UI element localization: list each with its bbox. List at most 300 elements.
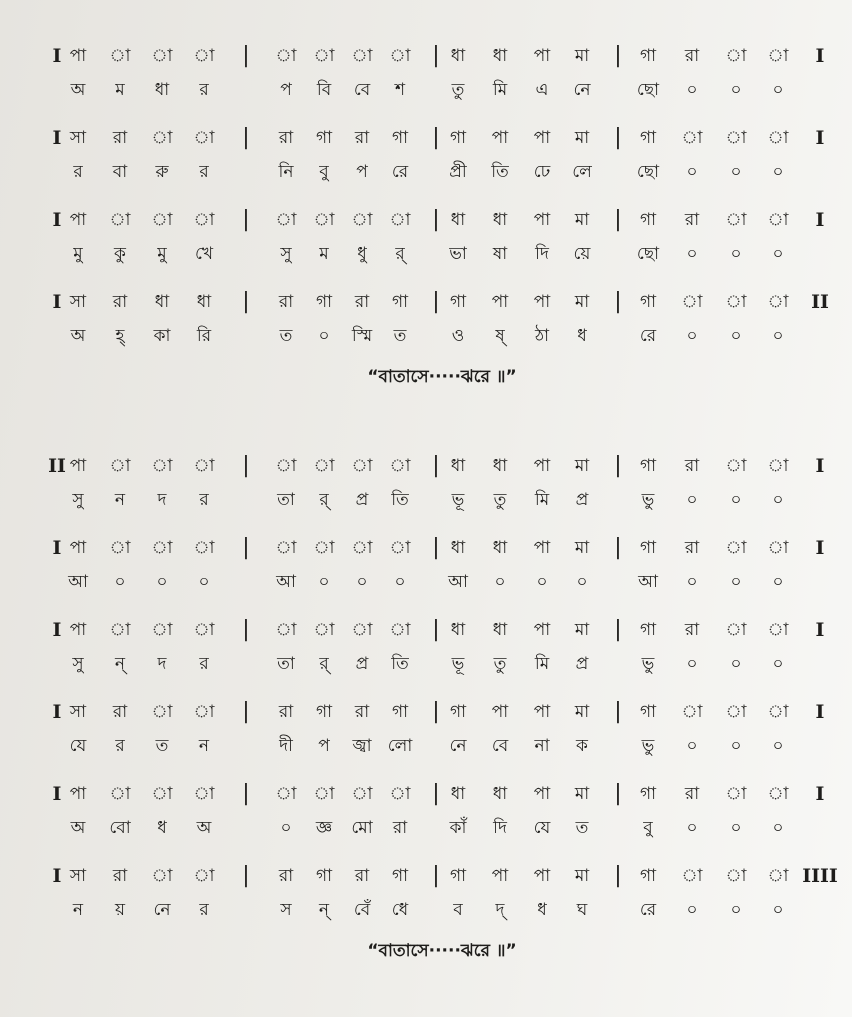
lyric-syllable: ভু: [641, 490, 655, 510]
lyric-syllable: অ: [196, 818, 212, 838]
swara-note: া: [109, 46, 131, 66]
lyric-syllable: ০: [394, 572, 406, 592]
lyric-syllable: ঢে: [533, 162, 551, 182]
bar-line-left: I: [52, 865, 62, 887]
swara-note: মা: [574, 620, 590, 640]
lyric-syllable: তু: [493, 654, 507, 674]
swara-note: পা: [533, 210, 551, 230]
swara-note: মা: [574, 784, 590, 804]
lyric-syllable: ছো: [636, 80, 660, 100]
swara-note: া: [725, 784, 747, 804]
swara-note: া: [275, 620, 297, 640]
swara-note: পা: [491, 128, 509, 148]
swara-note: া: [389, 784, 411, 804]
swara-note: পা: [491, 866, 509, 886]
lyric-syllable: রে: [639, 900, 657, 920]
lyric-syllable: রে: [391, 162, 409, 182]
swara-note: া: [193, 784, 215, 804]
beat-separator: |: [432, 863, 440, 888]
swara-note: া: [725, 46, 747, 66]
swara-note: গা: [391, 702, 409, 722]
swara-note: গা: [639, 456, 657, 476]
lyric-syllable: আ: [68, 572, 88, 592]
lyric-syllable: প: [356, 162, 368, 182]
swara-note: পা: [69, 620, 87, 640]
lyric-syllable: বো: [109, 818, 131, 838]
lyric-syllable: তি: [391, 654, 409, 674]
notation-block: [0, 200, 852, 282]
bar-line-left: I: [52, 209, 62, 231]
swara-line: [0, 856, 852, 898]
swara-note: া: [151, 866, 173, 886]
lyric-syllable: দি: [493, 818, 507, 838]
swara-note: া: [109, 784, 131, 804]
lyric-syllable: যে: [533, 818, 551, 838]
swara-note: পা: [533, 46, 551, 66]
beat-separator: |: [242, 699, 250, 724]
swara-note: পা: [533, 292, 551, 312]
swara-note: ধা: [450, 210, 466, 230]
swara-note: া: [389, 620, 411, 640]
swara-note: া: [681, 866, 703, 886]
swara-note: া: [109, 538, 131, 558]
lyric-syllable: ন্: [318, 900, 330, 920]
lyric-syllable: ঠা: [534, 326, 549, 346]
lyric-line: [0, 78, 852, 120]
beat-separator: |: [242, 125, 250, 150]
lyric-syllable: র্: [319, 654, 329, 674]
swara-note: রা: [278, 866, 294, 886]
swara-note: া: [351, 620, 373, 640]
lyric-syllable: কা: [153, 326, 171, 346]
bar-line-right: I: [815, 45, 825, 67]
lyric-syllable: যে: [69, 736, 87, 756]
swara-line: [0, 282, 852, 324]
notation-block: [0, 774, 852, 856]
swara-note: া: [151, 702, 173, 722]
swara-note: া: [313, 456, 335, 476]
swara-note: া: [351, 46, 373, 66]
swara-note: া: [275, 456, 297, 476]
beat-separator: |: [242, 781, 250, 806]
lyric-syllable: ত: [393, 326, 407, 346]
bar-line-right: I: [815, 701, 825, 723]
lyric-syllable: লে: [572, 162, 592, 182]
bar-line-right: I: [815, 537, 825, 559]
lyric-syllable: য়ে: [573, 244, 591, 264]
swara-note: সা: [69, 702, 87, 722]
lyric-syllable: মু: [73, 244, 83, 264]
lyric-syllable: ত: [575, 818, 589, 838]
lyric-syllable: ত: [155, 736, 169, 756]
lyric-syllable: প্র: [355, 490, 369, 510]
swara-note: া: [681, 702, 703, 722]
lyric-syllable: সু: [72, 490, 84, 510]
lyric-syllable: ০: [772, 490, 784, 510]
beat-separator: |: [614, 535, 622, 560]
lyric-syllable: র: [199, 162, 209, 182]
lyric-syllable: র: [199, 654, 209, 674]
swara-note: পা: [69, 784, 87, 804]
swara-note: মা: [574, 210, 590, 230]
swara-note: রা: [354, 702, 370, 722]
lyric-syllable: ধে: [391, 900, 409, 920]
lyric-syllable: ০: [772, 818, 784, 838]
lyric-syllable: মো: [351, 818, 373, 838]
lyric-syllable: ০: [356, 572, 368, 592]
lyric-syllable: সু: [280, 244, 292, 264]
lyric-syllable: র: [199, 490, 209, 510]
swara-note: া: [193, 538, 215, 558]
swara-note: ধা: [450, 784, 466, 804]
lyric-syllable: ব: [453, 900, 463, 920]
lyric-syllable: ০: [730, 162, 742, 182]
bar-line-right: I: [815, 127, 825, 149]
lyric-syllable: প: [318, 736, 330, 756]
swara-note: রা: [278, 702, 294, 722]
lyric-syllable: রে: [639, 326, 657, 346]
lyric-syllable: র: [199, 900, 209, 920]
lyric-syllable: ০: [730, 736, 742, 756]
swara-note: গা: [391, 292, 409, 312]
lyric-syllable: ০: [686, 490, 698, 510]
lyric-syllable: ০: [494, 572, 506, 592]
lyric-syllable: প্রী: [449, 162, 467, 182]
swara-line: [0, 692, 852, 734]
lyric-syllable: জ্বা: [352, 736, 372, 756]
lyric-syllable: বেঁ: [353, 900, 371, 920]
lyric-syllable: নে: [449, 736, 467, 756]
lyric-syllable: আ: [638, 572, 658, 592]
lyric-syllable: ভু: [641, 736, 655, 756]
lyric-syllable: শ: [394, 80, 406, 100]
lyric-syllable: ষ্: [495, 326, 505, 346]
lyric-syllable: তা: [277, 490, 295, 510]
lyric-syllable: ধু: [357, 244, 367, 264]
lyric-syllable: আ: [448, 572, 468, 592]
bar-line-left: I: [52, 783, 62, 805]
lyric-syllable: স: [280, 900, 292, 920]
lyric-syllable: ০: [772, 244, 784, 264]
swara-note: মা: [574, 702, 590, 722]
swara-note: া: [767, 620, 789, 640]
lyric-syllable: বু: [319, 162, 329, 182]
beat-separator: |: [614, 781, 622, 806]
lyric-syllable: ০: [318, 572, 330, 592]
lyric-syllable: ০: [772, 900, 784, 920]
lyric-syllable: বে: [353, 80, 371, 100]
swara-note: া: [313, 620, 335, 640]
swara-note: া: [193, 46, 215, 66]
lyric-syllable: ধা: [154, 80, 170, 100]
refrain-line-2: “বাতাসে·····ঝরে ॥”: [367, 941, 517, 961]
lyric-syllable: লো: [387, 736, 413, 756]
beat-separator: |: [242, 617, 250, 642]
swara-note: ধা: [492, 538, 508, 558]
lyric-syllable: নি: [278, 162, 294, 182]
swara-note: সা: [69, 292, 87, 312]
lyric-syllable: ০: [686, 80, 698, 100]
swara-note: া: [275, 46, 297, 66]
swara-note: া: [109, 210, 131, 230]
lyric-syllable: ০: [686, 244, 698, 264]
lyric-syllable: নে: [153, 900, 171, 920]
lyric-syllable: ০: [730, 900, 742, 920]
lyric-syllable: খে: [194, 244, 214, 264]
lyric-syllable: ক: [576, 736, 588, 756]
lyric-syllable: ম: [115, 80, 125, 100]
swara-note: রা: [684, 46, 700, 66]
refrain-line-1: “বাতাসে·····ঝরে ॥”: [367, 367, 517, 387]
swara-note: রা: [278, 292, 294, 312]
swara-line: [0, 200, 852, 242]
lyric-syllable: এ: [535, 80, 549, 100]
swara-note: গা: [639, 292, 657, 312]
swara-note: া: [275, 210, 297, 230]
lyric-syllable: প্র: [355, 654, 369, 674]
swara-note: রা: [112, 866, 128, 886]
swara-note: গা: [639, 128, 657, 148]
lyric-line: [0, 898, 852, 940]
notation-block: [0, 528, 852, 610]
swara-note: রা: [684, 538, 700, 558]
lyric-syllable: কাঁ: [449, 818, 467, 838]
lyric-syllable: তি: [491, 162, 509, 182]
swara-note: গা: [639, 46, 657, 66]
swara-note: া: [767, 292, 789, 312]
bar-line-left: I: [52, 537, 62, 559]
swara-note: া: [151, 620, 173, 640]
lyric-syllable: তু: [451, 80, 465, 100]
lyric-syllable: নে: [573, 80, 591, 100]
swara-note: রা: [684, 456, 700, 476]
lyric-syllable: ০: [772, 654, 784, 674]
swara-note: ধা: [492, 456, 508, 476]
lyric-syllable: ০: [730, 490, 742, 510]
lyric-syllable: দ: [157, 654, 167, 674]
notation-block: [0, 446, 852, 528]
beat-separator: |: [432, 289, 440, 314]
swara-line: [0, 118, 852, 160]
lyric-syllable: র: [73, 162, 83, 182]
lyric-line: [0, 816, 852, 858]
swara-note: সা: [69, 128, 87, 148]
lyric-syllable: বে: [491, 736, 509, 756]
bar-line-left: I: [52, 701, 62, 723]
swara-note: পা: [69, 456, 87, 476]
lyric-syllable: ভু: [641, 654, 655, 674]
lyric-syllable: ধ: [537, 900, 547, 920]
lyric-syllable: ০: [686, 654, 698, 674]
swara-note: ধা: [492, 210, 508, 230]
lyric-syllable: ০: [318, 326, 330, 346]
beat-separator: |: [432, 125, 440, 150]
lyric-syllable: ০: [772, 326, 784, 346]
swara-note: ধা: [492, 46, 508, 66]
swara-note: া: [389, 46, 411, 66]
lyric-syllable: র্: [319, 490, 329, 510]
bar-line-right: IIII: [802, 865, 838, 887]
lyric-syllable: ০: [686, 572, 698, 592]
lyric-syllable: ও: [451, 326, 465, 346]
lyric-line: [0, 652, 852, 694]
swara-note: রা: [684, 210, 700, 230]
swara-note: া: [275, 538, 297, 558]
lyric-syllable: প্র: [575, 490, 589, 510]
swara-note: া: [767, 784, 789, 804]
swara-note: া: [767, 538, 789, 558]
lyric-syllable: হ্: [115, 326, 125, 346]
lyric-syllable: ০: [536, 572, 548, 592]
beat-separator: |: [242, 43, 250, 68]
swara-note: গা: [639, 538, 657, 558]
swara-note: পা: [491, 292, 509, 312]
lyric-syllable: অ: [70, 326, 86, 346]
lyric-syllable: রি: [196, 326, 212, 346]
swara-note: ধা: [450, 46, 466, 66]
swara-note: া: [725, 702, 747, 722]
bar-line-left: I: [52, 127, 62, 149]
swara-note: া: [151, 538, 173, 558]
lyric-syllable: ০: [280, 818, 292, 838]
swara-note: ধা: [196, 292, 212, 312]
notation-block: [0, 856, 852, 938]
lyric-syllable: র্: [395, 244, 405, 264]
lyric-syllable: ০: [156, 572, 168, 592]
swara-note: রা: [684, 620, 700, 640]
lyric-syllable: ঘ: [576, 900, 588, 920]
swara-note: া: [351, 784, 373, 804]
lyric-line: [0, 242, 852, 284]
bar-line-right: I: [815, 783, 825, 805]
lyric-line: [0, 570, 852, 612]
swara-note: া: [725, 292, 747, 312]
swara-note: া: [313, 210, 335, 230]
swara-note: গা: [449, 128, 467, 148]
lyric-syllable: জ্ঞ: [315, 818, 333, 838]
lyric-syllable: স্মি: [351, 326, 373, 346]
swara-note: া: [351, 456, 373, 476]
swara-note: পা: [533, 866, 551, 886]
swara-note: া: [389, 538, 411, 558]
bar-line-left: I: [52, 291, 62, 313]
beat-separator: |: [614, 863, 622, 888]
swara-note: া: [725, 128, 747, 148]
swara-line: [0, 610, 852, 652]
swara-note: রা: [112, 292, 128, 312]
lyric-syllable: না: [534, 736, 550, 756]
lyric-syllable: ০: [772, 572, 784, 592]
swara-note: গা: [639, 620, 657, 640]
lyric-syllable: ০: [730, 818, 742, 838]
beat-separator: |: [432, 453, 440, 478]
beat-separator: |: [614, 207, 622, 232]
swara-note: ধা: [450, 456, 466, 476]
swara-note: গা: [449, 292, 467, 312]
swara-note: গা: [315, 702, 333, 722]
swara-note: পা: [533, 702, 551, 722]
lyric-syllable: ০: [772, 162, 784, 182]
lyric-syllable: অ: [70, 818, 86, 838]
swara-note: পা: [533, 538, 551, 558]
lyric-syllable: দি: [535, 244, 549, 264]
swara-note: মা: [574, 456, 590, 476]
lyric-syllable: দী: [279, 736, 293, 756]
lyric-syllable: ০: [730, 244, 742, 264]
swara-note: া: [351, 538, 373, 558]
lyric-syllable: ০: [730, 572, 742, 592]
swara-note: মা: [574, 538, 590, 558]
lyric-syllable: দ্: [495, 900, 505, 920]
lyric-syllable: ০: [686, 162, 698, 182]
bar-line-right: I: [815, 619, 825, 641]
bar-line-left: II: [48, 455, 66, 477]
swara-note: গা: [315, 128, 333, 148]
swara-note: া: [275, 784, 297, 804]
beat-separator: |: [242, 289, 250, 314]
beat-separator: |: [614, 453, 622, 478]
swara-note: া: [193, 866, 215, 886]
lyric-syllable: সু: [72, 654, 84, 674]
notation-block: [0, 692, 852, 774]
bar-line-left: I: [52, 619, 62, 641]
lyric-syllable: তি: [391, 490, 409, 510]
swara-note: ধা: [154, 292, 170, 312]
lyric-syllable: ন: [198, 736, 210, 756]
swara-note: া: [351, 210, 373, 230]
lyric-syllable: ত: [279, 326, 293, 346]
swara-note: া: [151, 46, 173, 66]
swara-note: া: [725, 538, 747, 558]
swara-note: া: [725, 456, 747, 476]
swara-note: গা: [391, 128, 409, 148]
beat-separator: |: [432, 207, 440, 232]
beat-separator: |: [614, 43, 622, 68]
swara-note: পা: [69, 46, 87, 66]
swara-note: া: [313, 784, 335, 804]
beat-separator: |: [432, 535, 440, 560]
lyric-syllable: মি: [492, 80, 508, 100]
beat-separator: |: [614, 617, 622, 642]
swara-note: া: [767, 866, 789, 886]
swara-note: া: [313, 538, 335, 558]
lyric-line: [0, 734, 852, 776]
lyric-syllable: অ: [70, 80, 86, 100]
swara-note: পা: [69, 538, 87, 558]
notation-block: [0, 118, 852, 200]
lyric-syllable: মু: [157, 244, 167, 264]
lyric-syllable: ০: [730, 654, 742, 674]
lyric-syllable: ষা: [492, 244, 508, 264]
swara-note: া: [193, 456, 215, 476]
swara-note: মা: [574, 46, 590, 66]
lyric-syllable: ০: [686, 900, 698, 920]
swara-line: [0, 36, 852, 78]
swara-note: া: [151, 784, 173, 804]
swara-note: া: [725, 866, 747, 886]
notation-section-1: [0, 36, 852, 364]
swara-note: া: [151, 128, 173, 148]
lyric-syllable: বু: [643, 818, 653, 838]
notation-section-2: [0, 446, 852, 938]
beat-separator: |: [242, 207, 250, 232]
notation-block: [0, 282, 852, 364]
swara-note: া: [193, 620, 215, 640]
lyric-syllable: কু: [114, 244, 126, 264]
lyric-syllable: ছো: [636, 162, 660, 182]
swara-note: া: [725, 620, 747, 640]
swara-note: া: [151, 210, 173, 230]
